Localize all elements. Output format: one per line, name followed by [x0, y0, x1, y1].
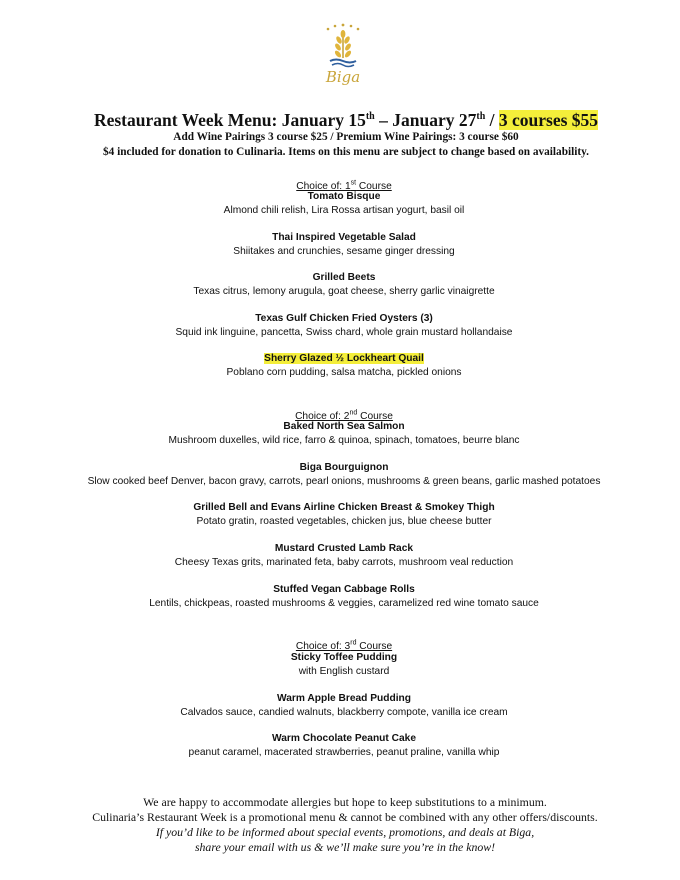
dish-name: Tomato Bisque: [307, 191, 381, 202]
title-sup: th: [476, 111, 486, 122]
dish-description: Squid ink linguine, pancetta, Swiss chard, whole grain mustard hollandaise: [175, 327, 513, 338]
dish-description: Mushroom duxelles, wild rice, farro & quinoa, spinach, tomatoes, beurre blanc: [168, 435, 520, 446]
dish-name: Baked North Sea Salmon: [283, 421, 405, 432]
dish: [0, 312, 680, 340]
title-text-end: – January 27: [374, 109, 477, 130]
dish-description: Slow cooked beef Denver, bacon gravy, carrots, pearl onions, mushrooms & green beans, garlic mashed potatoes: [87, 476, 601, 487]
dish-name: Mustard Crusted Lamb Rack: [274, 543, 414, 554]
dish-description: peanut caramel, macerated strawberries, peanut praline, vanilla whip: [188, 747, 500, 758]
dish: [0, 501, 680, 529]
dish-name: Texas Gulf Chicken Fried Oysters (3): [255, 313, 433, 324]
dish: [0, 461, 680, 489]
dish-name: Grilled Bell and Evans Airline Chicken Breast & Smokey Thigh: [193, 502, 495, 513]
dish: [0, 692, 680, 720]
donation-line: $4 included for donation to Culinaria. Items on this menu are subject to change based on availability.: [102, 146, 590, 158]
dish: [0, 542, 680, 570]
title-text: Restaurant Week Menu: January 15: [93, 109, 366, 130]
dish-description: Cheesy Texas grits, marinated feta, baby carrots, mushroom veal reduction: [174, 557, 514, 568]
price-highlight: 3 courses $55: [498, 109, 599, 130]
dish-description: Shiitakes and crunchies, sesame ginger dressing: [233, 246, 455, 257]
dish-description: Lentils, chickpeas, roasted mushrooms & veggies, caramelized red wine tomato sauce: [149, 598, 539, 609]
dish-name: Thai Inspired Vegetable Salad: [272, 232, 416, 243]
dish-name: Sticky Toffee Pudding: [290, 652, 398, 663]
dish: [0, 352, 680, 380]
wine-pairings-line: Add Wine Pairings 3 course $25 / Premium Wine Pairings: 3 course $60: [173, 131, 519, 143]
dish-name: Warm Apple Bread Pudding: [277, 693, 411, 704]
dish-name: Stuffed Vegan Cabbage Rolls: [273, 584, 415, 595]
dish-name: Sherry Glazed ½ Lockheart Quail: [264, 353, 424, 364]
dish-description: Poblano corn pudding, salsa matcha, pickled onions: [226, 367, 462, 378]
dish: [0, 651, 680, 679]
newsletter-note-2: share your email with us & we’ll make sure you’re in the know!: [194, 840, 496, 854]
dish-name: Grilled Beets: [312, 272, 376, 283]
course-heading-2: Choice of: 2nd Course: [295, 410, 393, 423]
dish-description: with English custard: [298, 666, 390, 677]
course-heading-1: Choice of: 1st Course: [296, 180, 392, 193]
course-heading-3: Choice of: 3rd Course: [295, 640, 393, 653]
dish: [0, 420, 680, 448]
newsletter-note: If you’d like to be informed about special events, promotions, and deals at Biga,: [155, 825, 535, 839]
promo-note: Culinaria’s Restaurant Week is a promotional menu & cannot be combined with any other offers/discounts.: [92, 810, 598, 824]
dish-name: Biga Bourguignon: [299, 462, 389, 473]
logo-wordmark: Biga: [325, 68, 361, 86]
dish: [0, 271, 680, 299]
biga-logo: [318, 22, 368, 94]
menu-title: [0, 106, 680, 131]
dish-name: Warm Chocolate Peanut Cake: [272, 733, 416, 744]
dish: [0, 583, 680, 611]
dish: [0, 190, 680, 218]
dish: [0, 732, 680, 760]
dish-description: Texas citrus, lemony arugula, goat cheese, sherry garlic vinaigrette: [193, 286, 495, 297]
dish-description: Potato gratin, roasted vegetables, chicken jus, blue cheese butter: [196, 516, 492, 527]
title-separator: /: [485, 109, 499, 130]
dish-description: Almond chili relish, Lira Rossa artisan yogurt, basil oil: [223, 205, 465, 216]
allergy-note: We are happy to accommodate allergies but hope to keep substitutions to a minimum.: [143, 795, 547, 809]
wheat-sun-icon: [318, 22, 368, 68]
title-sup: th: [365, 111, 375, 122]
dish: [0, 231, 680, 259]
dish-description: Calvados sauce, candied walnuts, blackberry compote, vanilla ice cream: [180, 707, 508, 718]
